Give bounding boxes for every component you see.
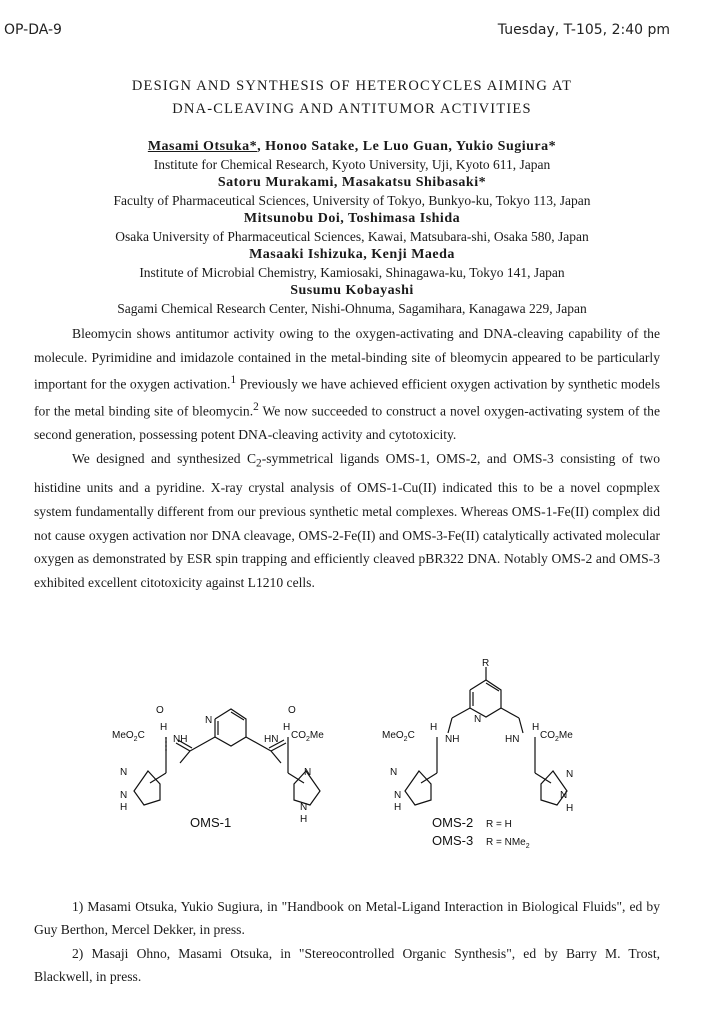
paragraph-2 [34, 447, 660, 594]
session-time: Tuesday, T-105, 2:40 pm [497, 22, 670, 38]
svg-text:H: H [283, 722, 291, 733]
p2-text-b: -symmetrical ligands OMS-1, OMS-2, and OMS-3 consisting of two histidine units and a pyridine. X-ray crystal analysis of OMS-1-Cu(II) indicated this to be a novel copmplex system fundamentally different from our previous synthetic metal complexes. Whereas OMS-1-Fe(II) complex did not cause oxygen activation nor DNA cleavage, OMS-2-Fe(II) and OMS-3-Fe(II) catalytically activated molecular oxygen as demonstrated by ESR spin trapping and efficiently cleaved pBR322 DNA. Notably OMS-2 and OMS-3 exhibited excellent citotoxicity against L1210 cells. [34, 451, 660, 590]
author-group-2: Satoru Murakami, Masakatsu Shibasaki* [217, 175, 487, 190]
affiliation-3: Osaka University of Pharmaceutical Sciences, Kawai, Matsubara-shi, Osaka 580, Japan [115, 229, 589, 244]
first-author: Masami Otsuka* [147, 139, 258, 154]
affiliation-1: Institute for Chemical Research, Kyoto University, Uji, Kyoto 611, Japan [153, 157, 551, 172]
reference-2: 2) Masaji Ohno, Masami Otsuka, in "Stereocontrolled Organic Synthesis", ed by Barry M. Trost, Blackwell, in press. [34, 945, 660, 985]
svg-text:H: H [394, 802, 402, 813]
p1-text-a: Bleomycin shows antitumor activity owing to the oxygen-activating and DNA-cleaving capability of the molecule. Pyrimidine and imidazole contained in the metal-binding site of bleomycin appeared to be particularly important for the oxygen activation. [34, 326, 660, 392]
author-group-5: Susumu Kobayashi [290, 283, 414, 298]
author-group-3: Mitsunobu Doi, Toshimasa Ishida [243, 211, 461, 226]
author-group-4: Masaaki Ishizuka, Kenji Maeda [249, 247, 455, 262]
p2-text-a: We designed and synthesized C [72, 451, 257, 467]
paper-title-line-2: DNA-CLEAVING AND ANTITUMOR ACTIVITIES [172, 101, 532, 117]
svg-text:N: N [120, 790, 128, 801]
svg-text:NH: NH [445, 734, 460, 745]
svg-text:N: N [300, 802, 308, 813]
svg-text:N: N [120, 767, 128, 778]
coauthors-1: , Honoo Satake, Le Luo Guan, Yukio Sugiura* [257, 139, 557, 154]
ref-2-marker: 2 [253, 401, 259, 414]
reference-1: 1) Masami Otsuka, Yukio Sugiura, in "Handbook on Metal-Ligand Interaction in Biological Fluids", ed by Guy Berthon, Mercel Dekker, in press. [34, 899, 660, 938]
svg-text:MeO2C: MeO$_2$C [112, 730, 145, 743]
svg-text:H: H [120, 802, 128, 813]
svg-text:N: N [394, 790, 402, 801]
paper-title-line-1: DESIGN AND SYNTHESIS OF HETEROCYCLES AIMING AT [131, 78, 573, 94]
svg-text:N: N [560, 790, 568, 801]
svg-text:N: N [304, 767, 312, 778]
svg-text:H: H [160, 722, 168, 733]
svg-text:H: H [532, 722, 540, 733]
affiliation-5: Sagami Chemical Research Center, Nishi-Ohnuma, Sagamihara, Kanagawa 229, Japan [117, 301, 587, 316]
affiliation-2: Faculty of Pharmaceutical Sciences, University of Tokyo, Bunkyo-ku, Tokyo 113, Japan [113, 193, 591, 208]
svg-text:N: N [390, 767, 398, 778]
paragraph-1 [34, 322, 660, 447]
svg-text:H: H [430, 722, 438, 733]
svg-text:CO2Me: $CO_2Me$ [540, 730, 573, 743]
author-block [0, 137, 704, 318]
svg-text:CO2Me: $CO_2Me$ [291, 730, 324, 743]
references [34, 895, 660, 989]
p1-text-c: We now succeeded to construct a novel oxygen-activating system of the second generation, possessing potent DNA-cleaving activity and cytotoxicity. [34, 403, 660, 443]
svg-text:O: O [156, 705, 164, 716]
svg-text:MeO2C: MeO$_2$C [382, 730, 415, 743]
session-code: OP-DA-9 [4, 22, 62, 38]
svg-text:H: H [566, 803, 574, 814]
svg-text:HN: HN [264, 734, 279, 745]
svg-text:N: N [474, 714, 482, 725]
oms-3-label: OMS-3 [432, 833, 474, 848]
oms-2-substituent: R = H [486, 819, 512, 830]
svg-text:HN: HN [505, 734, 520, 745]
svg-text:O: O [288, 705, 296, 716]
affiliation-4: Institute of Microbial Chemistry, Kamiosaki, Shinagawa-ku, Tokyo 141, Japan [139, 265, 565, 280]
oms-2-label: OMS-2 [432, 815, 474, 830]
p2-subscript: 2 [256, 457, 262, 470]
p1-text-b: Previously we have achieved efficient oxygen activation by synthetic models for the metal binding site of bleomycin. [34, 376, 660, 419]
svg-text:NH: NH [173, 734, 188, 745]
oms-1-label: OMS-1 [190, 815, 232, 830]
svg-text:N: N [566, 769, 574, 780]
abstract-body [34, 322, 660, 594]
chemical-structures [0, 655, 704, 865]
ref-1-marker: 1 [230, 374, 237, 387]
oms-3-substituent: R = NMe$_2$ [486, 837, 530, 850]
svg-text:R: R [482, 658, 490, 669]
svg-text:H: H [300, 814, 308, 825]
svg-text:N: N [205, 715, 213, 726]
author-group-1 [0, 137, 704, 156]
